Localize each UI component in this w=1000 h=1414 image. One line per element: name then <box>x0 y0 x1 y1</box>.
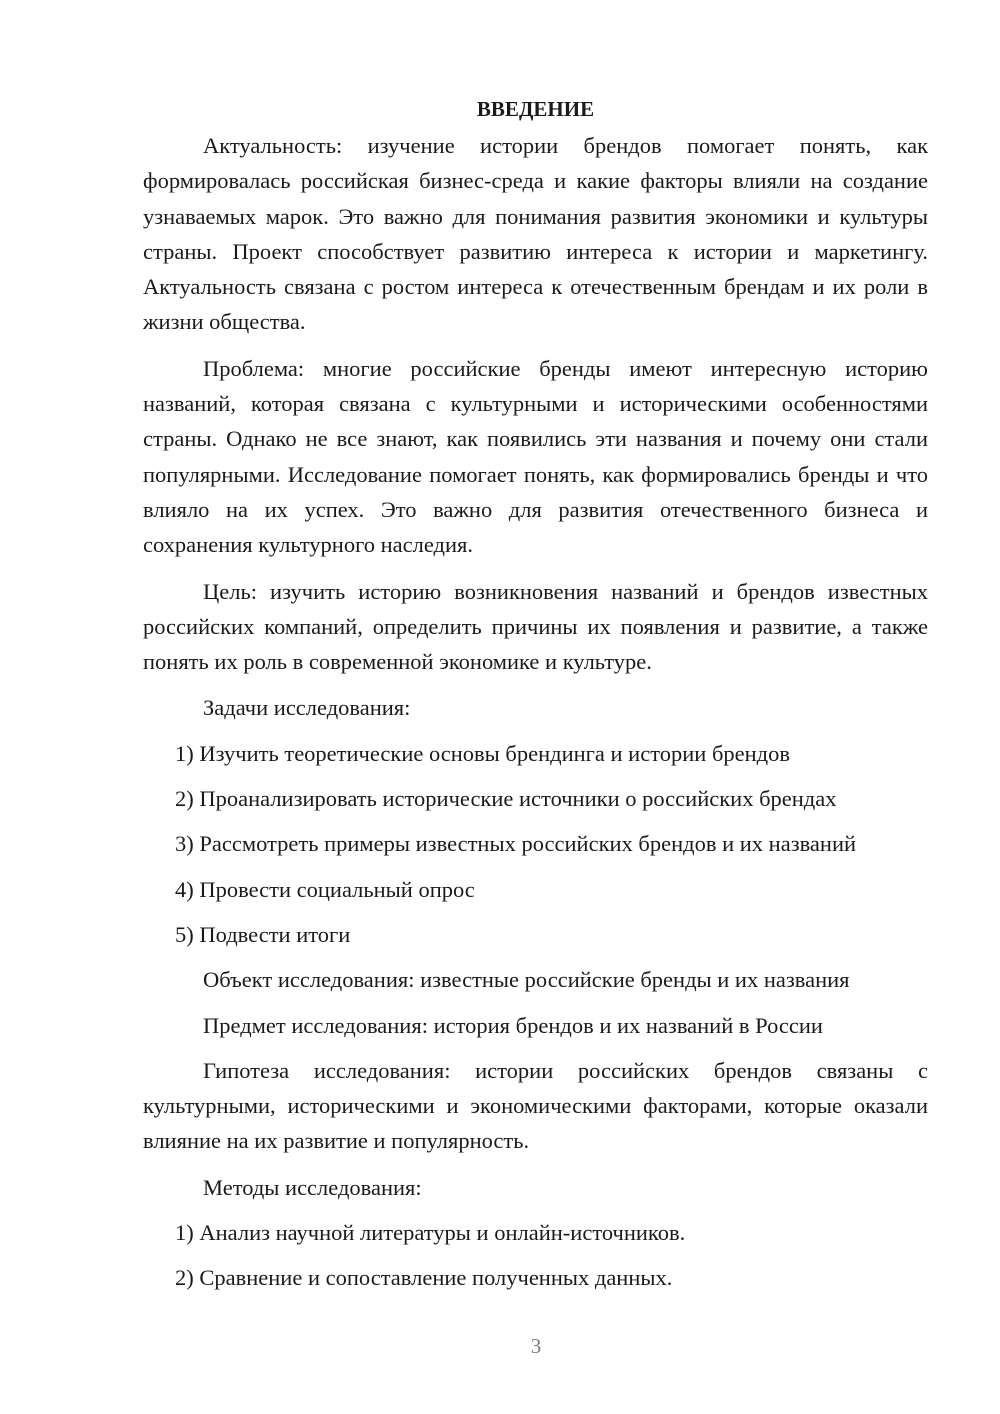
task-item: 2) Проанализировать исторические источники о российских брендах <box>175 786 837 812</box>
object-line: Объект исследования: известные российские бренды и их названия <box>203 967 850 993</box>
relevance-paragraph: Актуальность: изучение истории брендов помогает понять, как формировалась российская бизнес-среда и какие факторы влияли на создание узнаваемых марок. Это важно для понимания развития экономики и культуры страны. Проект способствует развитию интереса к истории и маркетингу. Актуальность связана с ростом интереса к отечественным брендам и их роли в жизни общества. <box>143 133 928 335</box>
page-content <box>143 94 928 1306</box>
methods-heading: Методы исследования: <box>203 1174 422 1200</box>
task-item: 3) Рассмотреть примеры известных российских брендов и их названий <box>175 831 857 857</box>
task-item: 1) Изучить теоретические основы брендинга и истории брендов <box>175 740 791 766</box>
subject-line: Предмет исследования: история брендов и их названий в России <box>203 1012 823 1038</box>
task-item: 4) Провести социальный опрос <box>175 876 475 902</box>
tasks-heading: Задачи исследования: <box>203 695 411 721</box>
method-item: 1) Анализ научной литературы и онлайн-источников. <box>175 1220 686 1246</box>
problem-paragraph: Проблема: многие российские бренды имеют интересную историю названий, которая связана с культурными и историческими особенностями страны. Однако не все знают, как появились эти названия и почему они стали популярными. Исследование помогает понять, как формировались бренды и что влияло на их успех. Это важно для развития отечественного бизнеса и сохранения культурного наследия. <box>143 355 928 558</box>
page-number: 3 <box>530 1334 542 1358</box>
task-item: 5) Подвести итоги <box>175 921 351 947</box>
hypothesis-paragraph: Гипотеза исследования: истории российских брендов связаны с культурными, историческими и экономическими факторами, которые оказали влияние на их развитие и популярность. <box>143 1057 928 1154</box>
method-item: 2) Сравнение и сопоставление полученных данных. <box>175 1265 673 1291</box>
goal-paragraph: Цель: изучить историю возникновения названий и брендов известных российских компаний, определить причины их появления и развитие, а также понять их роль в современной экономике и культуре. <box>143 578 928 675</box>
section-title: ВВЕДЕНИЕ <box>476 97 595 121</box>
